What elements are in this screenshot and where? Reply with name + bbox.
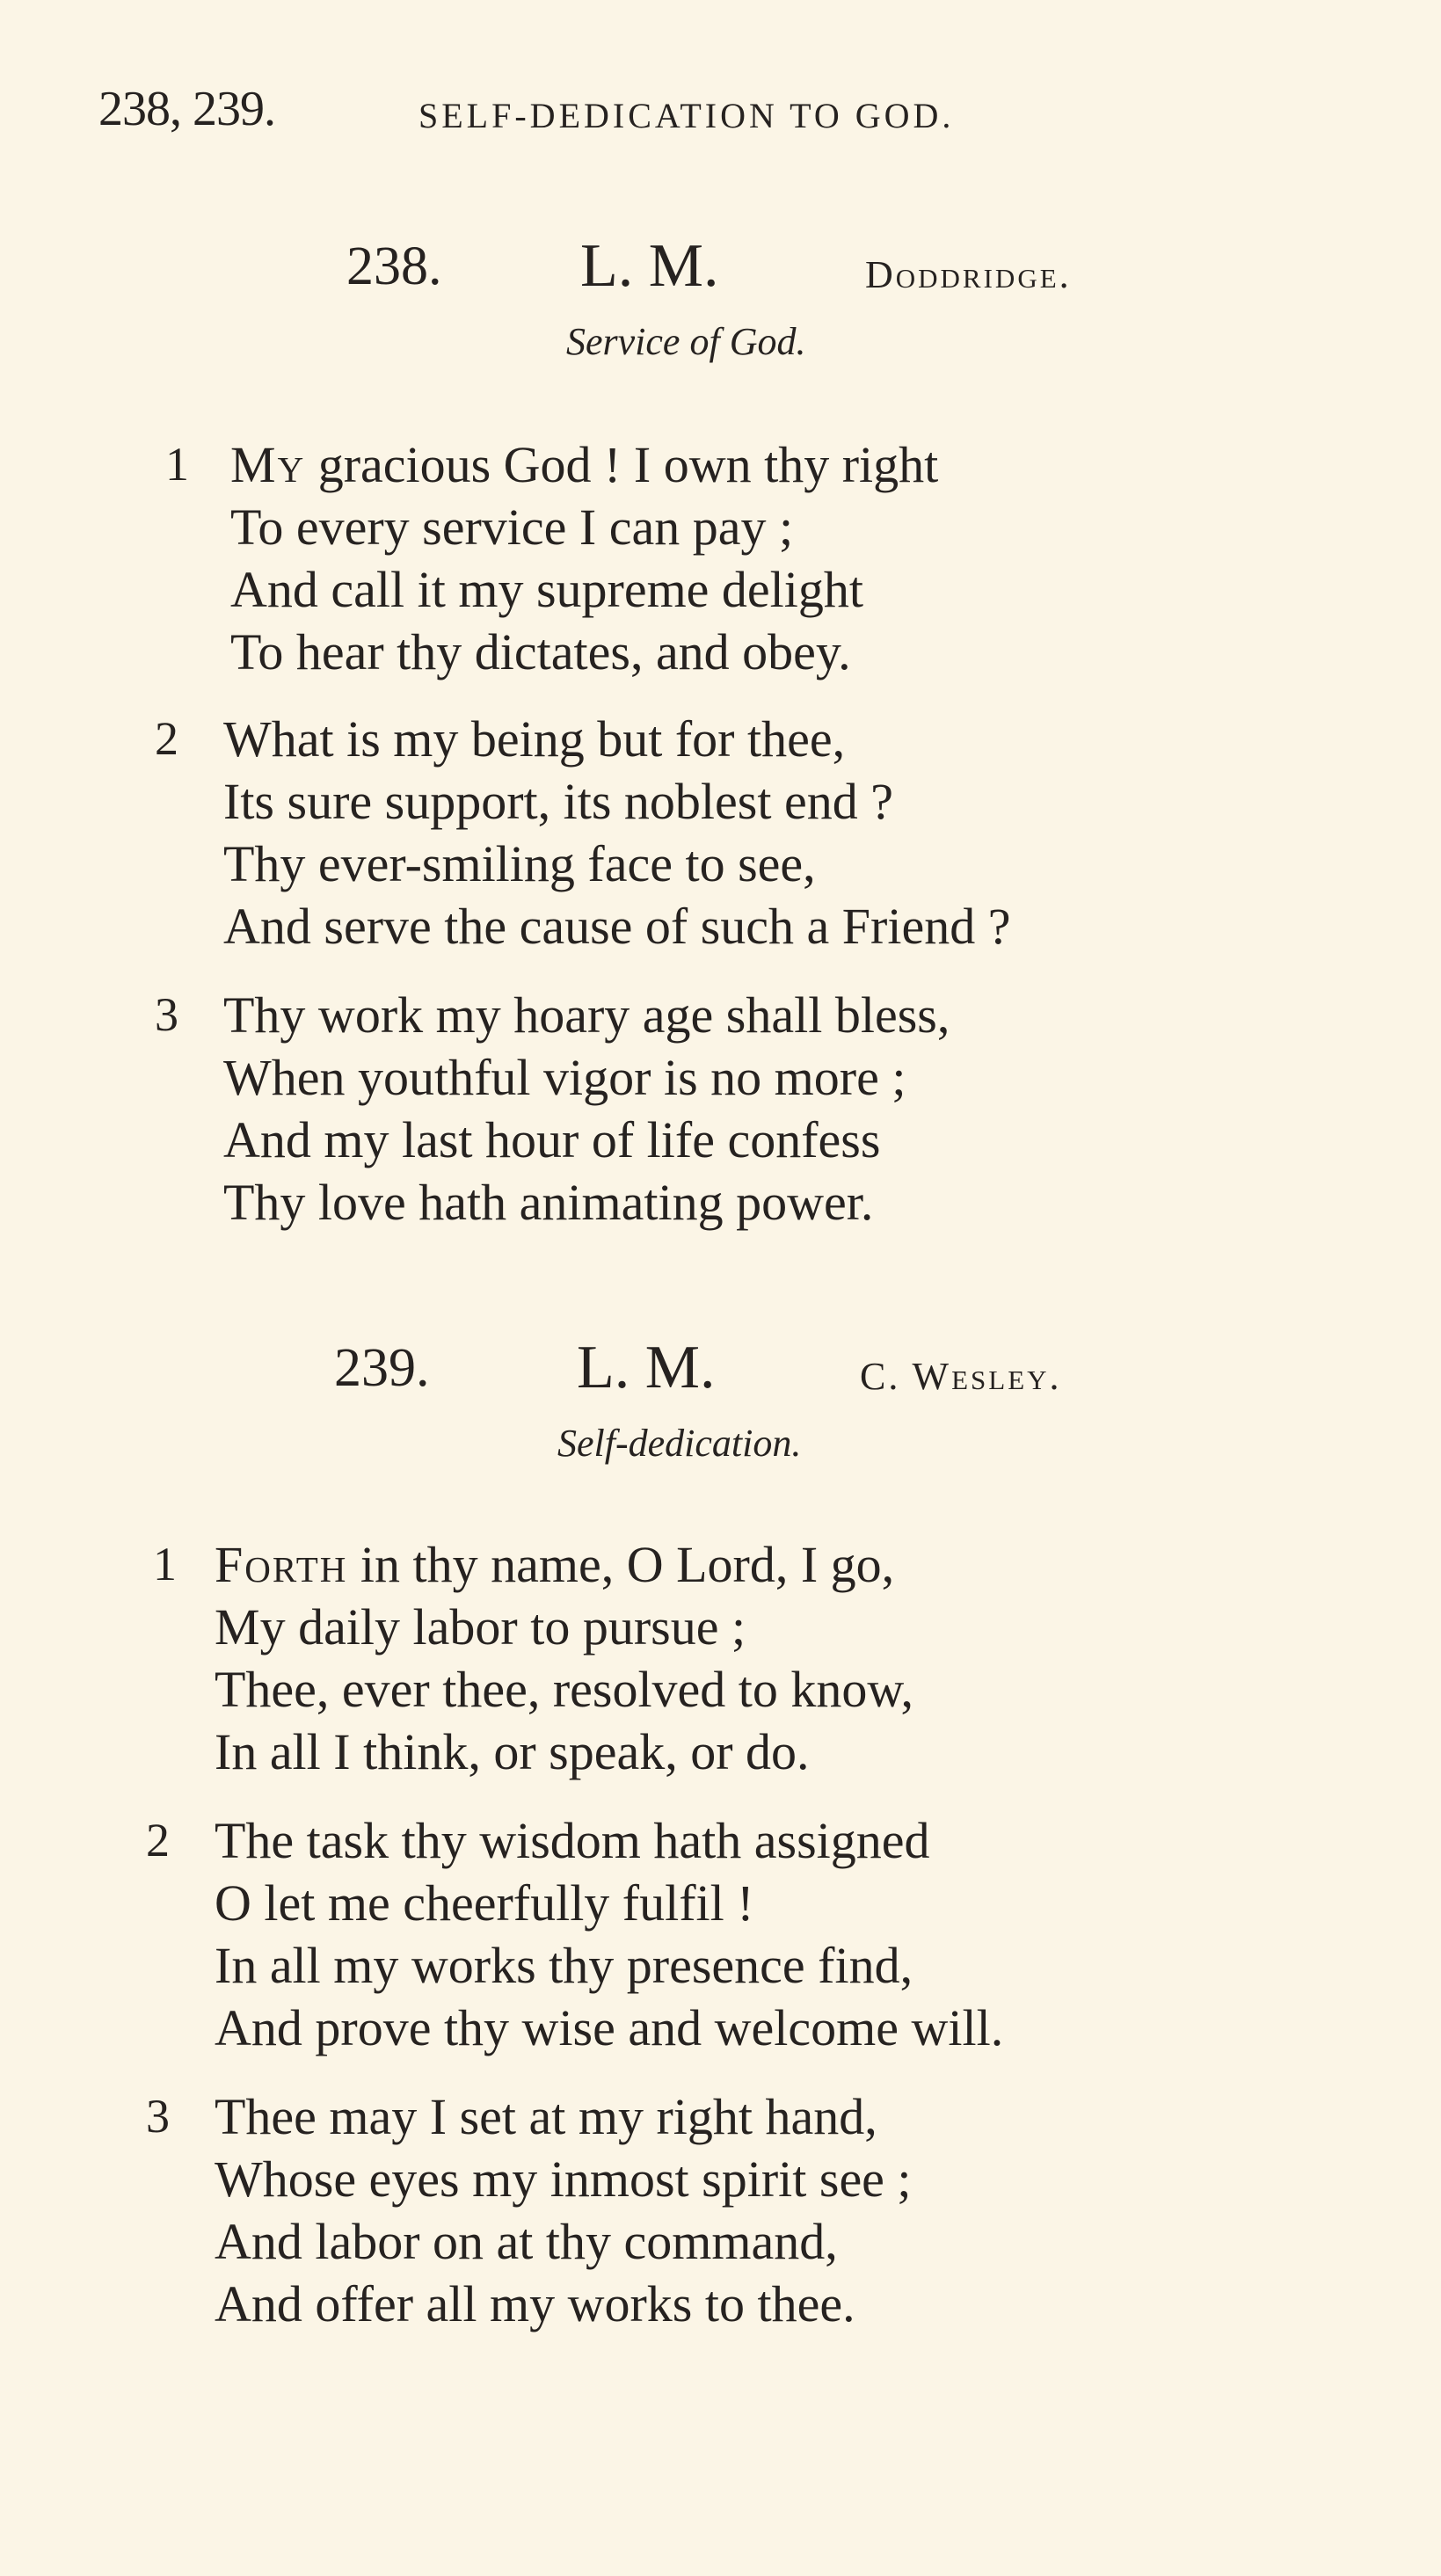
verse-line: And serve the cause of such a Friend ? <box>223 898 1011 955</box>
hymn-author: Doddridge. <box>865 253 1072 296</box>
stanza-number: 2 <box>155 712 178 765</box>
stanza-lines <box>215 1809 1003 2059</box>
verse-line: And call it my supreme delight <box>230 561 864 618</box>
verse-first-rest: Thy work my hoary age shall bless, <box>223 986 950 1044</box>
verse-line: Thy love hath animating power. <box>223 1174 874 1231</box>
stanza-number: 1 <box>153 1538 177 1590</box>
verse-first-rest: in thy name, O Lord, I go, <box>347 1536 895 1593</box>
hymn-heading <box>0 1334 1441 1401</box>
hymn-238 <box>0 232 1441 1238</box>
verse-line: To every service I can pay ; <box>230 498 794 556</box>
verse-line: Its sure support, its noblest end ? <box>223 773 893 830</box>
stanza-number: 1 <box>165 438 189 491</box>
verse-line: To hear thy dictates, and obey. <box>230 623 851 680</box>
verse-line: And my last hour of life confess <box>223 1111 881 1168</box>
hymn-subtitle: Self-dedication. <box>557 1422 802 1465</box>
verse-first-rest: What is my being but for thee, <box>223 710 846 768</box>
verse-line: O let me cheerfully fulfil ! <box>215 1874 754 1932</box>
verse-line <box>230 433 938 496</box>
verse-line <box>215 1809 1003 1872</box>
verse-line: And prove thy wise and welcome will. <box>215 1999 1004 2056</box>
hymn-author: C. Wesley. <box>860 1355 1062 1398</box>
page-numbers: 238, 239. <box>98 82 275 136</box>
verse-line: In all my works thy presence find, <box>215 1937 913 1994</box>
verse-line <box>223 984 950 1046</box>
stanza-lines <box>215 1533 913 1783</box>
stanza-lines <box>223 984 950 1233</box>
hymn-239 <box>0 1334 1441 2357</box>
stanza-number: 3 <box>146 2090 170 2143</box>
verse-line <box>223 708 1010 770</box>
hymn-meter: L. M. <box>580 232 719 300</box>
running-head <box>98 81 955 137</box>
verse-first-rest: Thee may I set at my right hand, <box>215 2088 877 2145</box>
stanza-lines <box>215 2085 912 2335</box>
verse-first-rest: The task thy wisdom hath assigned <box>215 1812 930 1869</box>
running-title: SELF-DEDICATION TO GOD. <box>418 96 955 135</box>
stanza-number: 3 <box>155 988 178 1041</box>
verse-line: Thee, ever thee, resolved to know, <box>215 1661 914 1718</box>
verse-line <box>215 2085 912 2148</box>
hymn-number: 239. <box>334 1338 430 1398</box>
verse-line: And offer all my works to thee. <box>215 2275 855 2332</box>
stanza-number: 2 <box>146 1814 170 1867</box>
stanza-lines <box>223 708 1010 957</box>
verse-line: And labor on at thy command, <box>215 2213 838 2270</box>
verse-line: Whose eyes my inmost spirit see ; <box>215 2150 912 2208</box>
verse-line: When youthful vigor is no more ; <box>223 1049 906 1106</box>
hymn-subtitle: Service of God. <box>566 320 806 363</box>
verse-line: Thy ever-smiling face to see, <box>223 835 816 892</box>
hymn-number: 238. <box>346 236 442 296</box>
hymn-meter: L. M. <box>577 1334 716 1401</box>
hymn-heading <box>0 232 1441 300</box>
verse-first-rest: gracious God ! I own thy right <box>305 436 939 493</box>
verse-first-word: Forth <box>215 1536 348 1593</box>
verse-line: In all I think, or speak, or do. <box>215 1723 810 1780</box>
stanza-lines <box>230 433 938 683</box>
verse-line <box>215 1533 913 1596</box>
verse-first-word: My <box>230 436 306 493</box>
verse-line: My daily labor to pursue ; <box>215 1598 746 1655</box>
